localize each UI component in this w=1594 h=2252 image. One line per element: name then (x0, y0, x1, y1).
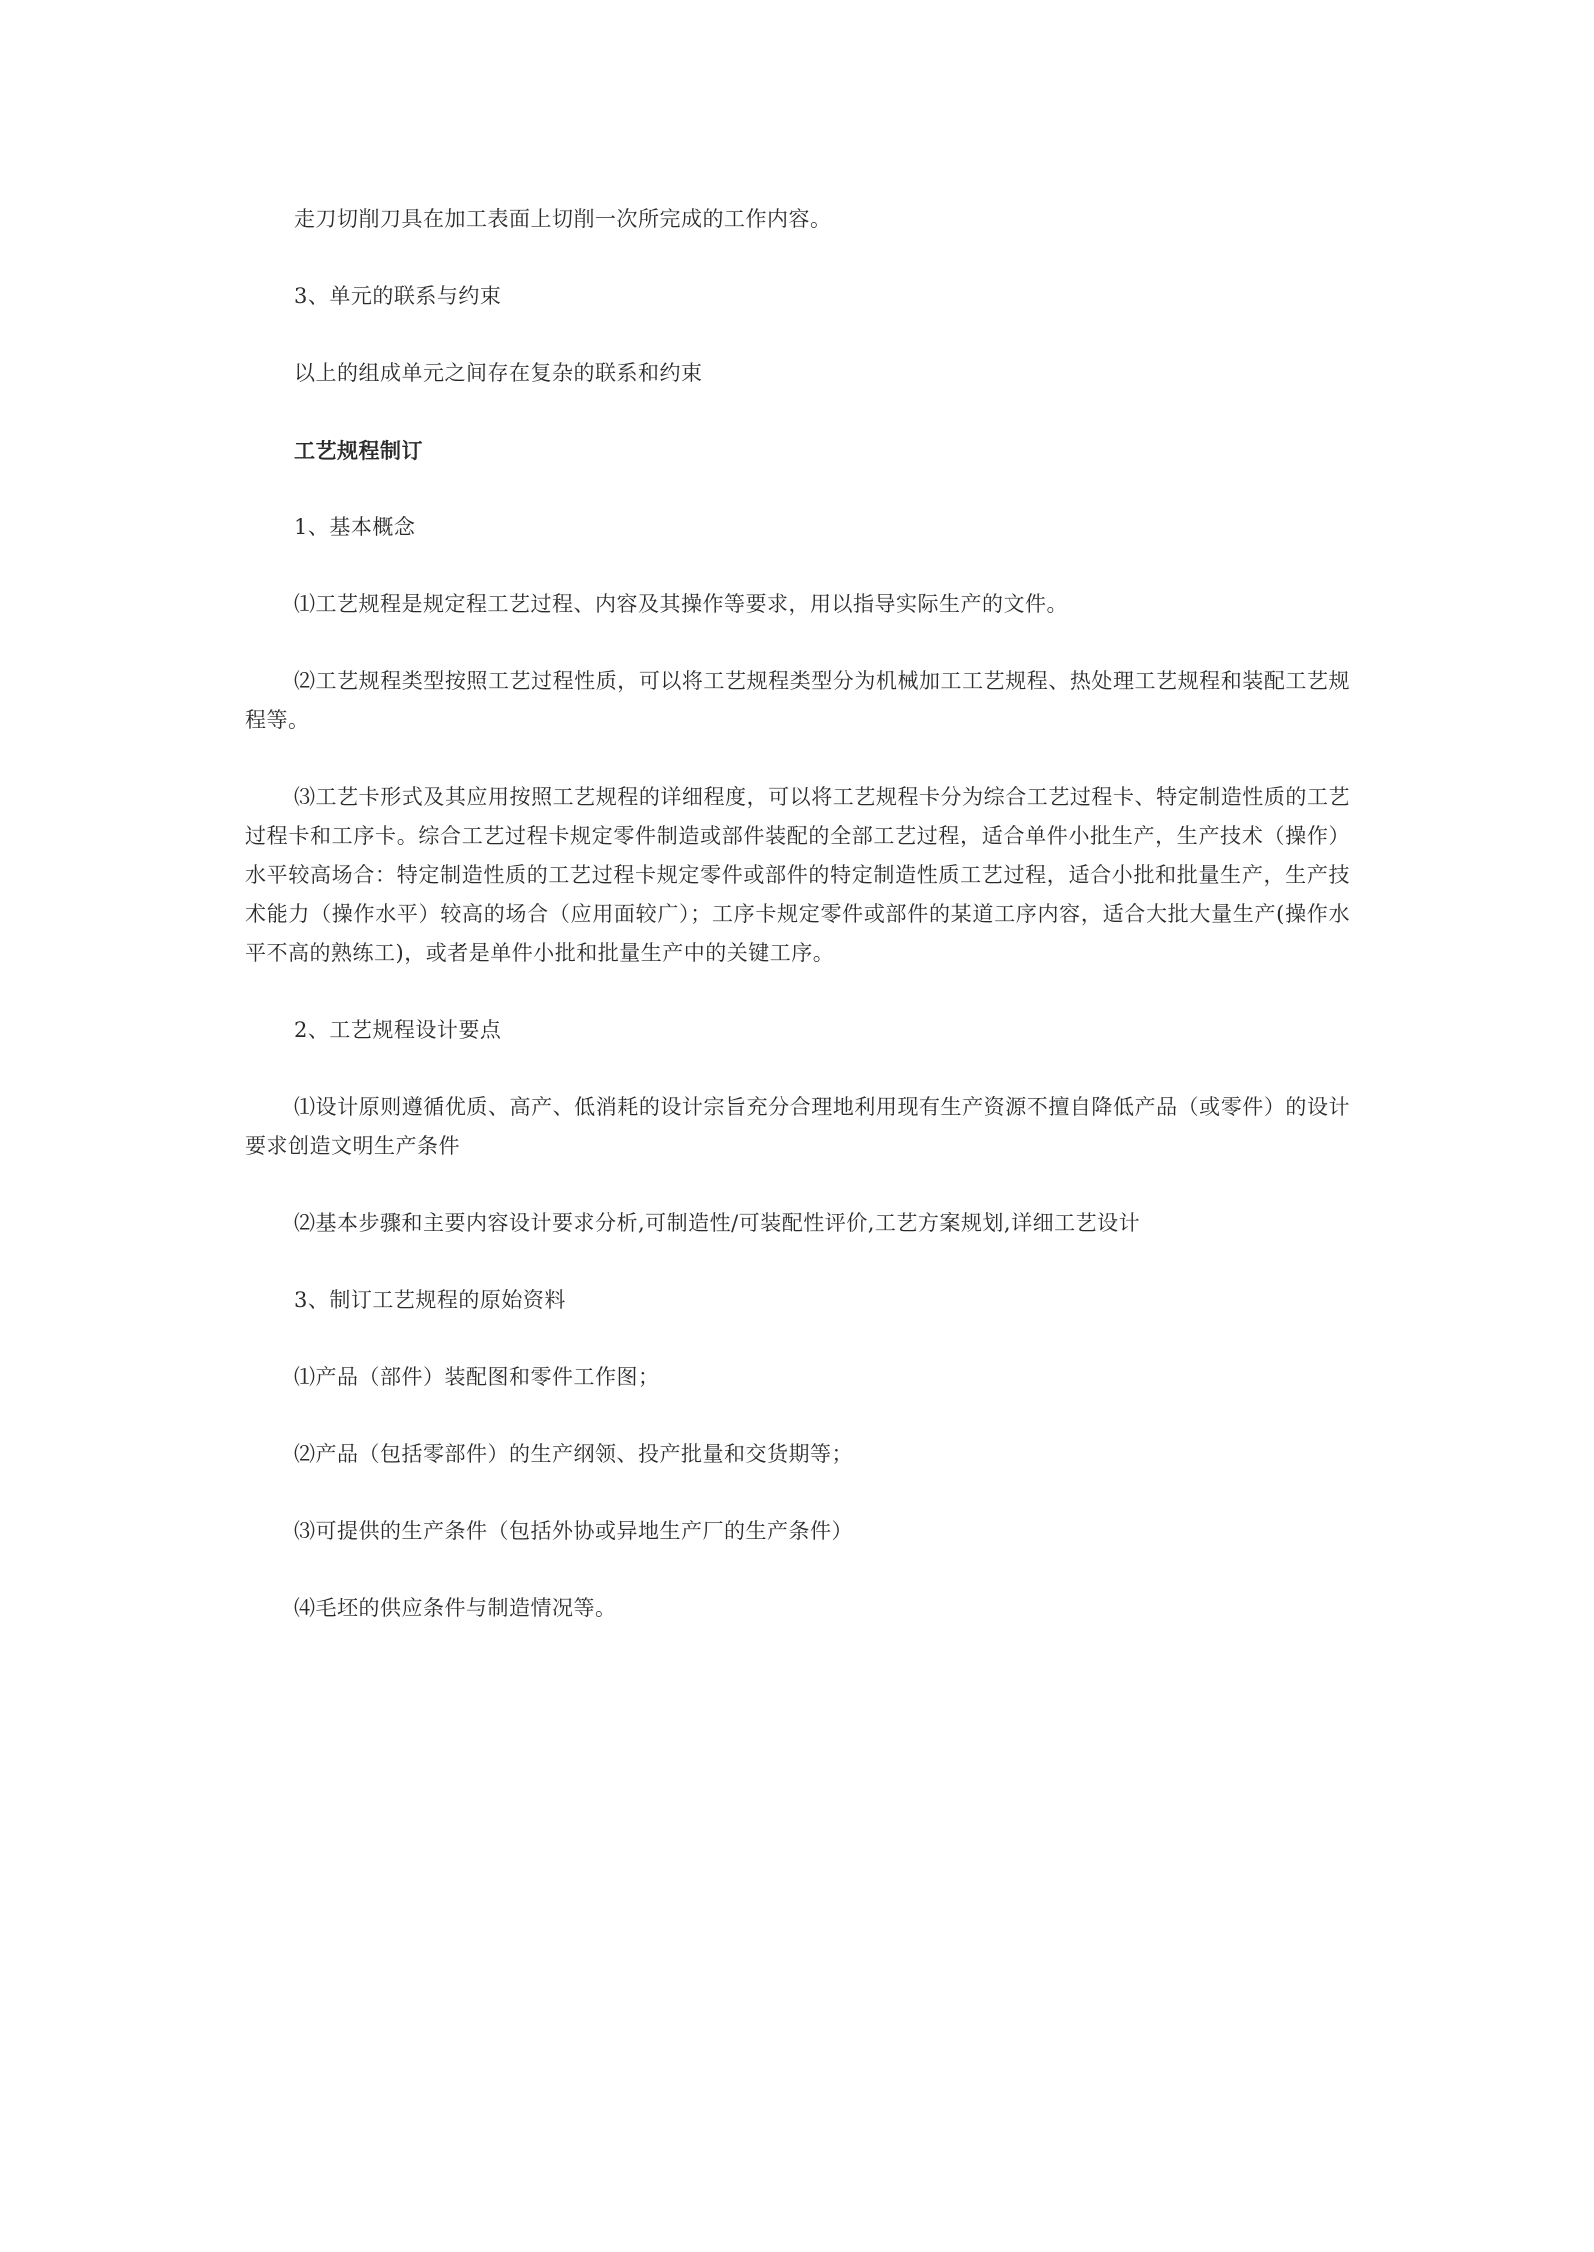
heading-design-points: 2、工艺规程设计要点 (294, 1018, 502, 1042)
list-item-blank-supply: ⑷毛坯的供应条件与制造情况等。 (294, 1596, 617, 1620)
list-item-production-program: ⑵产品（包括零部件）的生产纲领、投产批量和交货期等； (294, 1442, 853, 1466)
list-item-drawings: ⑴产品（部件）装配图和零件工作图； (294, 1365, 660, 1389)
heading-unit-constraints: 3、单元的联系与约束 (294, 284, 502, 308)
section-title-process-planning: 工艺规程制订 (294, 438, 423, 463)
paragraph-basic-steps: ⑵基本步骤和主要内容设计要求分析,可制造性/可装配性评价,工艺方案规划,详细工艺设计 (294, 1211, 1141, 1235)
heading-basic-concepts: 1、基本概念 (294, 515, 416, 539)
heading-source-materials: 3、制订工艺规程的原始资料 (294, 1288, 566, 1312)
document-body (245, 200, 1350, 1628)
list-item-production-conditions: ⑶可提供的生产条件（包括外协或异地生产厂的生产条件） (294, 1519, 853, 1543)
paragraph-definition: ⑴工艺规程是规定程工艺过程、内容及其操作等要求，用以指导实际生产的文件。 (294, 592, 1068, 616)
paragraph-types: ⑵工艺规程类型按照工艺过程性质，可以将工艺规程类型分为机械加工工艺规程、热处理工艺规程和装配工艺规程等。 (245, 669, 1350, 732)
paragraph-card-forms: ⑶工艺卡形式及其应用按照工艺规程的详细程度，可以将工艺规程卡分为综合工艺过程卡、特定制造性质的工艺过程卡和工序卡。综合工艺过程卡规定零件制造或部件装配的全部工艺过程，适合单件小批生产，生产技术（操作）水平较高场合：特定制造性质的工艺过程卡规定零件或部件的特定制造性质工艺过程，适合小批和批量生产，生产技术能力（操作水平）较高的场合（应用面较广）；工序卡规定零件或部件的某道工序内容，适合大批大量生产(操作水平不高的熟练工)，或者是单件小批和批量生产中的关键工序。 (245, 785, 1350, 965)
paragraph-constraints-text: 以上的组成单元之间存在复杂的联系和约束 (294, 361, 703, 385)
paragraph-design-principles: ⑴设计原则遵循优质、高产、低消耗的设计宗旨充分合理地利用现有生产资源不擅自降低产品（或零件）的设计要求创造文明生产条件 (245, 1095, 1350, 1158)
paragraph-cutting-pass: 走刀切削刀具在加工表面上切削一次所完成的工作内容。 (294, 207, 832, 231)
